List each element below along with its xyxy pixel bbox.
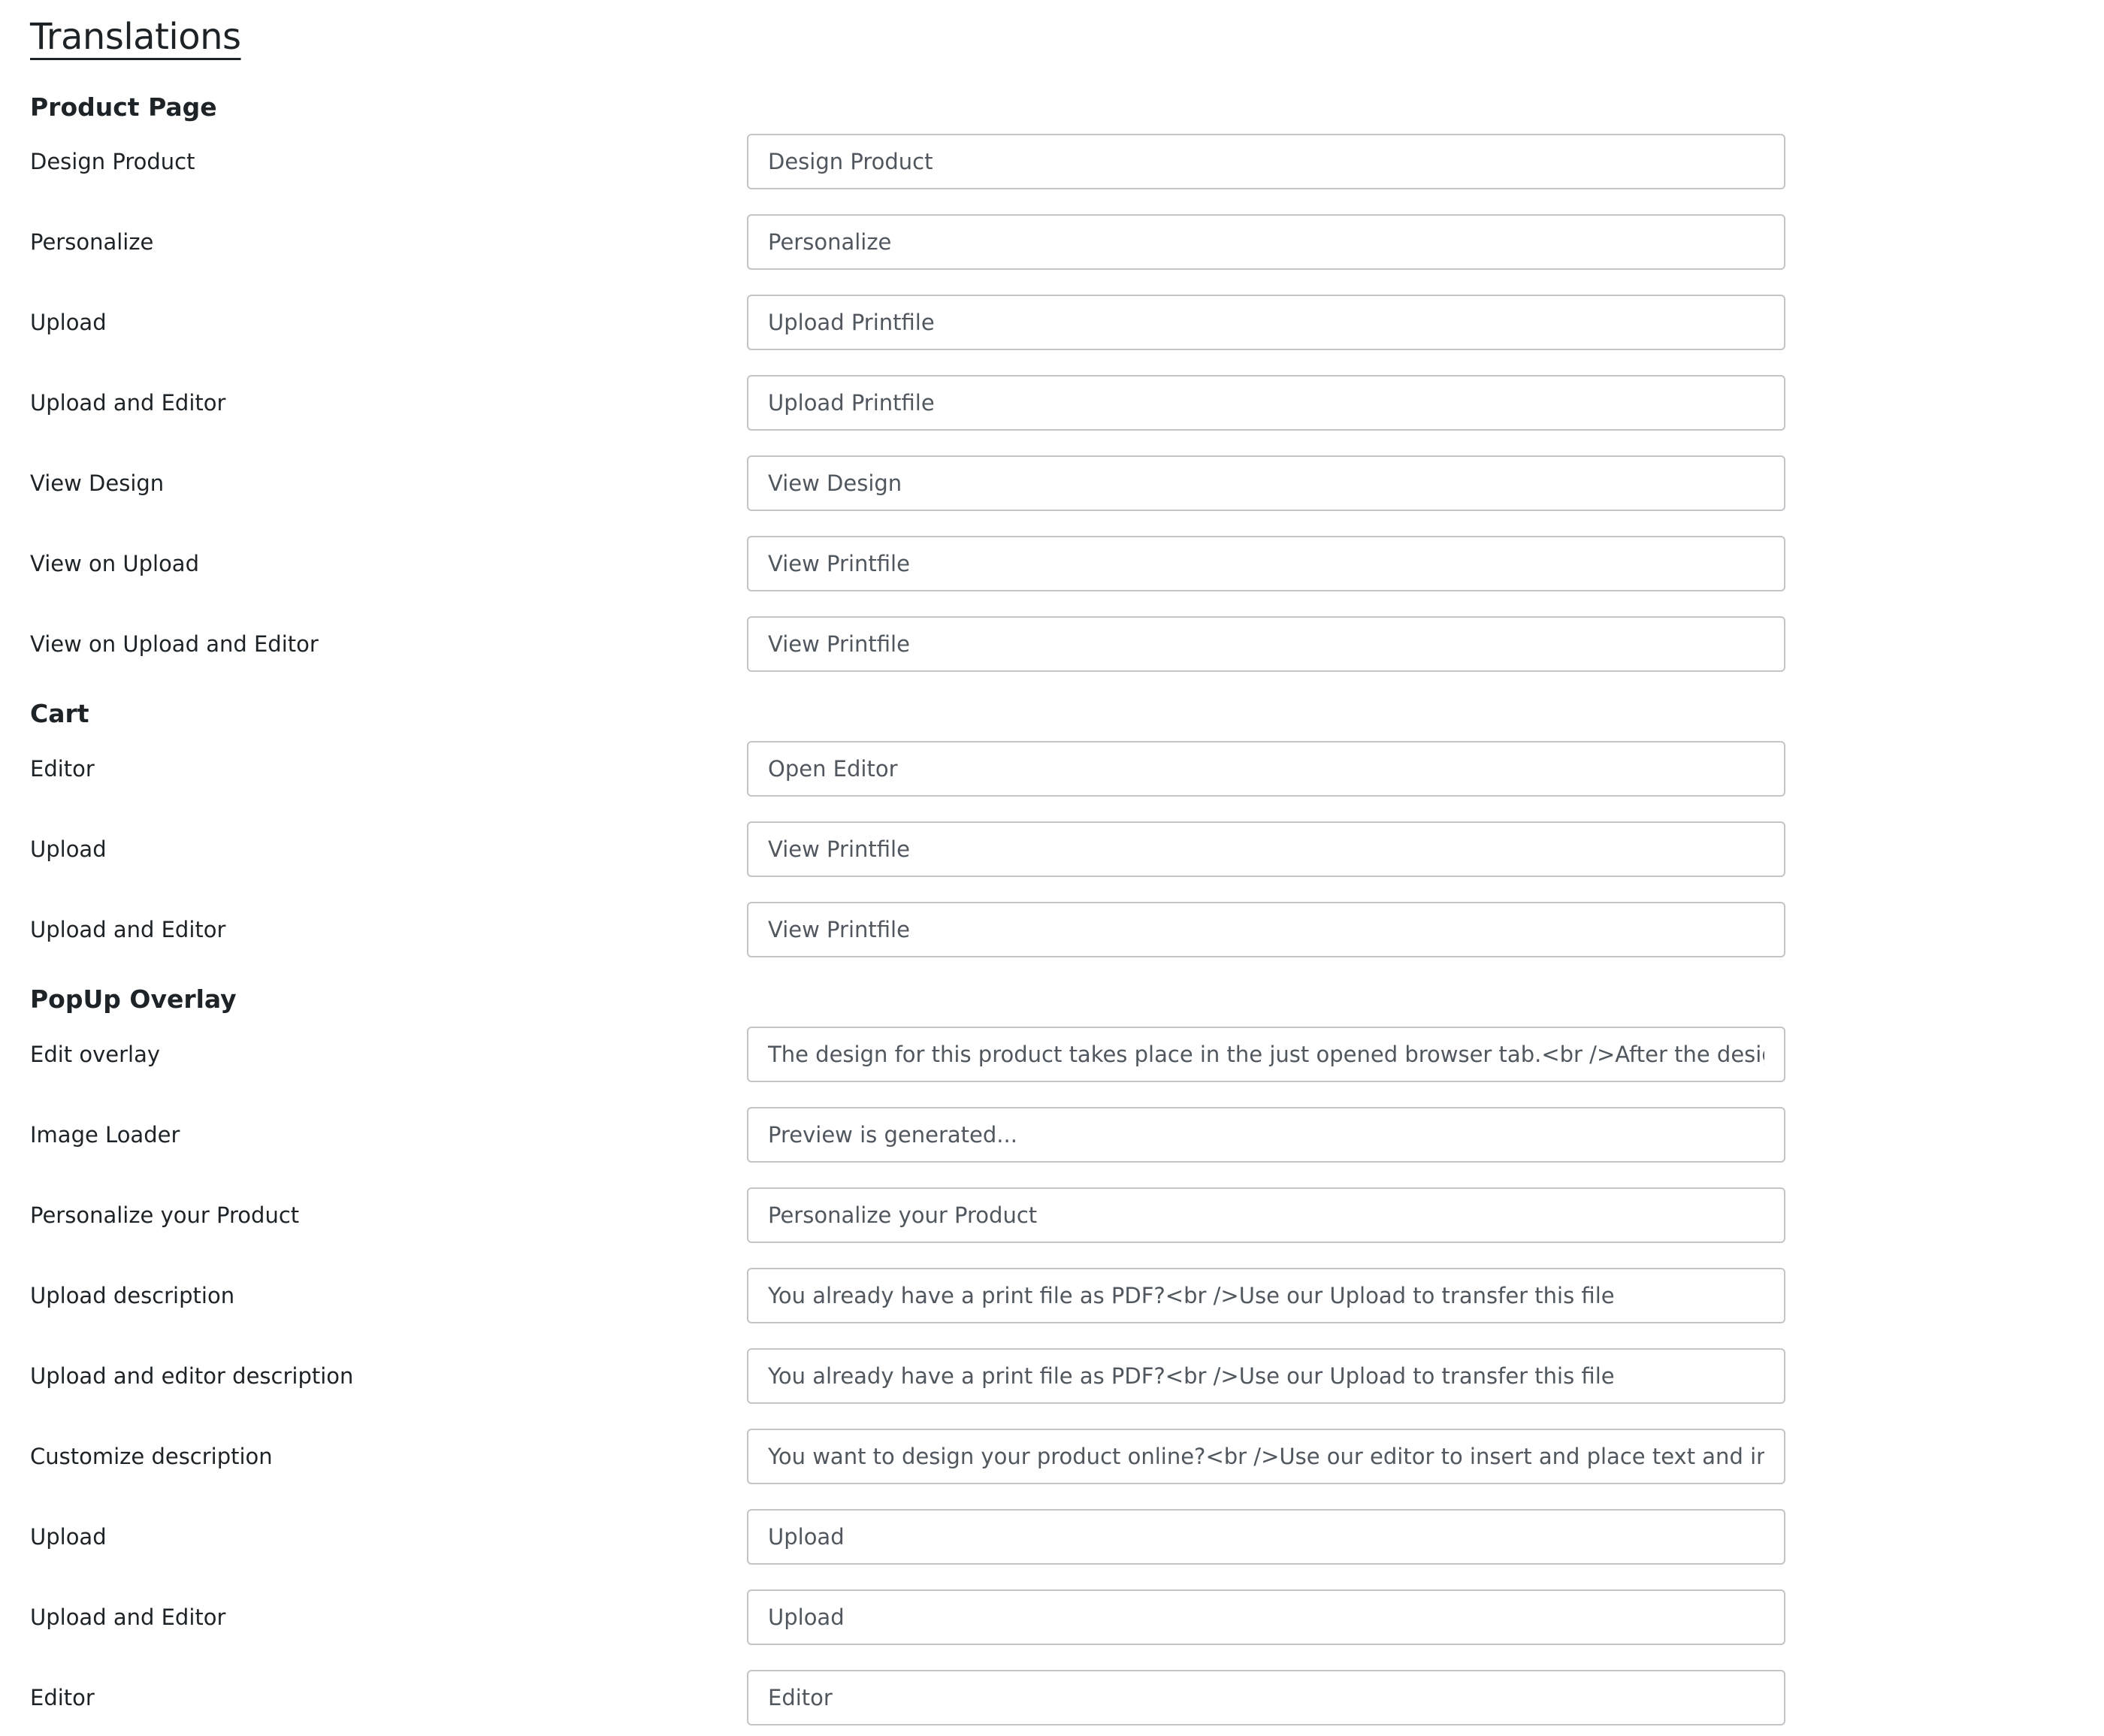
row-label: View on Upload and Editor	[30, 631, 319, 657]
row-label: Upload description	[30, 1283, 235, 1308]
translation-input-popup-editor[interactable]	[747, 1670, 1785, 1725]
translation-row-customize-description	[30, 1429, 1788, 1484]
translation-input-cart-upload[interactable]	[747, 821, 1785, 877]
translation-input-upload-and-editor[interactable]	[747, 375, 1785, 431]
translation-input-view-on-upload[interactable]	[747, 536, 1785, 591]
row-label: View on Upload	[30, 551, 199, 576]
row-label: Upload	[30, 1524, 107, 1550]
translation-input-popup-upload[interactable]	[747, 1509, 1785, 1565]
page-title: Translations	[30, 16, 241, 58]
translation-row-personalize	[30, 214, 1788, 270]
translation-input-design-product[interactable]	[747, 134, 1785, 189]
row-label: Image Loader	[30, 1122, 180, 1148]
translation-input-upload[interactable]	[747, 295, 1785, 350]
translation-input-personalize[interactable]	[747, 214, 1785, 270]
row-label: Upload and Editor	[30, 1604, 226, 1630]
row-label: Personalize your Product	[30, 1202, 300, 1228]
translation-row-image-loader	[30, 1107, 1788, 1163]
translation-row-cart-editor	[30, 741, 1788, 797]
translation-row-view-design	[30, 455, 1788, 511]
translation-row-popup-editor	[30, 1670, 1788, 1725]
translation-row-popup-upload	[30, 1509, 1788, 1565]
translation-input-edit-overlay[interactable]	[747, 1027, 1785, 1082]
translation-input-popup-upload-and-editor[interactable]	[747, 1589, 1785, 1645]
section-title-product-page: Product Page	[30, 92, 217, 122]
translation-row-upload-and-editor	[30, 375, 1788, 431]
row-label: Edit overlay	[30, 1042, 161, 1067]
row-label: Customize description	[30, 1444, 273, 1469]
row-label: Upload	[30, 836, 107, 862]
translation-row-view-on-upload	[30, 536, 1788, 591]
translation-input-upload-and-editor-description[interactable]	[747, 1348, 1785, 1404]
translation-input-image-loader[interactable]	[747, 1107, 1785, 1163]
section-title-cart: Cart	[30, 699, 89, 728]
translation-input-personalize-your-product[interactable]	[747, 1187, 1785, 1243]
translation-input-upload-description[interactable]	[747, 1268, 1785, 1323]
row-label: Upload and editor description	[30, 1363, 354, 1389]
row-label: Upload and Editor	[30, 917, 226, 942]
translation-row-upload	[30, 295, 1788, 350]
section-title-popup-overlay: PopUp Overlay	[30, 984, 237, 1014]
translation-row-upload-and-editor-description	[30, 1348, 1788, 1404]
translation-row-edit-overlay	[30, 1027, 1788, 1082]
translation-input-cart-editor[interactable]	[747, 741, 1785, 797]
translation-row-popup-upload-and-editor	[30, 1589, 1788, 1645]
row-label: Personalize	[30, 229, 154, 255]
translation-input-customize-description[interactable]	[747, 1429, 1785, 1484]
row-label: Upload	[30, 310, 107, 335]
row-label: Editor	[30, 1685, 95, 1710]
translation-row-upload-description	[30, 1268, 1788, 1323]
row-label: Upload and Editor	[30, 390, 226, 416]
translation-row-personalize-your-product	[30, 1187, 1788, 1243]
row-label: View Design	[30, 470, 165, 496]
translation-input-cart-upload-and-editor[interactable]	[747, 902, 1785, 957]
translation-input-view-on-upload-and-editor[interactable]	[747, 616, 1785, 672]
translation-row-design-product	[30, 134, 1788, 189]
row-label: Editor	[30, 756, 95, 782]
translation-input-view-design[interactable]	[747, 455, 1785, 511]
translation-row-cart-upload	[30, 821, 1788, 877]
translation-row-cart-upload-and-editor	[30, 902, 1788, 957]
row-label: Design Product	[30, 149, 195, 174]
translation-row-view-on-upload-and-editor	[30, 616, 1788, 672]
